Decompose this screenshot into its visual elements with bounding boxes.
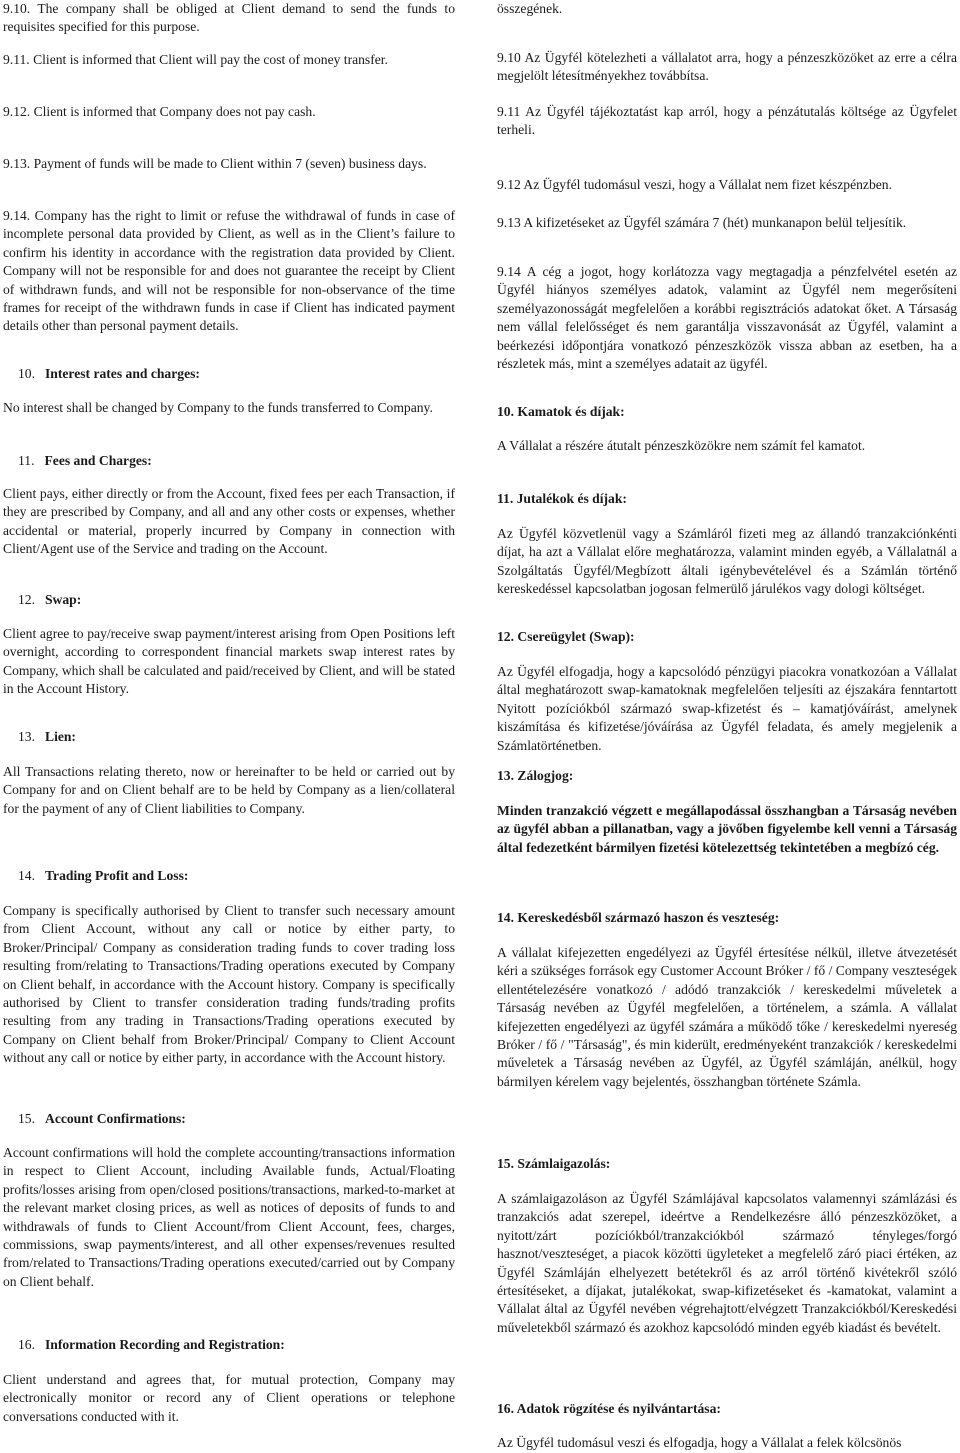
- section-15-heading-en: [18, 1110, 470, 1128]
- section-10-title: Interest rates and charges:: [45, 366, 200, 381]
- section-12-body-en: Client agree to pay/receive swap payment/interest arising from Open Positions left overnight, according to correspondent financial markets swap interest rates by Company, which shall be calculated and paid/received by Client, and will be stated in the Account History.: [3, 626, 455, 697]
- section-11-heading-hu: 11. Jutalékok és díjak:: [497, 491, 627, 506]
- section-12-body-hu: Az Ügyfél elfogadja, hogy a kapcsolódó pénzügyi piacokra vonatkozóan a Vállalat által meghatározott swap-kamatoknak megfelelően teljesíti az éjszakára fenntartott Nyitott pozíciókból származó swap-kfizetést és – kamatjóváírást, amelynek kiszámítása és kifizetése/jóváírása az Ügyfél feladata, és amely megjelenik a Számlatörténetben.: [497, 664, 957, 753]
- section-10-heading-hu: 10. Kamatok és díjak:: [497, 404, 625, 419]
- clause-9-11-en: 9.11. Client is informed that Client will pay the cost of money transfer.: [3, 52, 388, 67]
- section-16-body-hu: Az Ügyfél tudomásul veszi és elfogadja, hogy a Vállalat a felek kölcsönös: [497, 1435, 902, 1450]
- section-14-body-en: Company is specifically authorised by Client to transfer such necessary amount from Client Account, without any call or notice by either party, to Broker/Principal/ Company as consideration trading funds to cover trading loss resulting from/relating to Transactions/Trading operations executed by Company on Client behalf, in accordance with the Account history. Company is specifically authorised by Client to transfer consideration trading funds/trading profits resulting from any trading in Transactions/Trading operations executed by Company on Client behalf from Broker/Principal/ Company to Client Account without any call or notice by either party, in accordance with the Account history.: [3, 903, 455, 1066]
- section-10-body-hu: A Vállalat a részére átutalt pénzeszközökre nem számít fel kamatot.: [497, 438, 866, 453]
- section-14-heading-en: [18, 867, 470, 885]
- clause-9-10-en: 9.10. The company shall be obliged at Client demand to send the funds to requisites specified for this purpose.: [3, 1, 455, 35]
- section-16-heading-hu: 16. Adatok rögzítése és nyilvántartása:: [497, 1401, 721, 1416]
- clause-9-13-hu: 9.13 A kifizetéseket az Ügyfél számára 7 (hét) munkanapon belül teljesítik.: [497, 215, 907, 230]
- section-15-body-en: Account confirmations will hold the complete accounting/transactions information in respect to Client Account, including Available funds, Actual/Floating profits/losses arising from open/closed positions/transactions, marked-to-market at the relevant market closing prices, as well as notices of deposits of funds to and withdrawals of funds to Client Account/from Client Account, fees, charges, commissions, swap payments/interest, and all other expenses/revenues resulted from/related to Transactions/Trading operations executed/carried out by Company on Client behalf.: [3, 1145, 455, 1289]
- section-12-number: 12.: [18, 592, 35, 607]
- clause-9-12-hu: 9.12 Az Ügyfél tudomásul veszi, hogy a Vállalat nem fizet készpénzben.: [497, 177, 892, 192]
- section-13-body-hu: Minden tranzakció végzett e megállapodással összhangban a Társaság nevében az ügyfél abban a pillanatban, vagy a jövőben figyelembe kell venni a Társaság által fedezetként bármilyen fizetési kötelezettség tekintetében a megbízó cég.: [497, 803, 957, 855]
- section-13-body-en: All Transactions relating thereto, now or hereinafter to be held or carried out by Company for and on Client behalf are to be held by Company as a lien/collateral for the payment of any of Client liabilities to Company.: [3, 764, 455, 816]
- section-11-number: 11.: [18, 453, 35, 468]
- continuation-hu: összegének.: [497, 1, 563, 16]
- section-16-number: 16.: [18, 1337, 35, 1352]
- section-10-body-en: No interest shall be changed by Company to the funds transferred to Company.: [3, 400, 433, 415]
- section-14-title: Trading Profit and Loss:: [45, 868, 189, 883]
- section-12-heading-en: [18, 591, 470, 609]
- clause-9-14-en: 9.14. Company has the right to limit or refuse the withdrawal of funds in case of incomplete personal data provided by Client, as well as in the Client’s failure to confirm his identity in accordance with the registration data provided by Client. Company will not be responsible for and does not guarantee the receipt by Client of withdrawn funds, and will not be responsible for non-observance of the time frames for receipt of the withdrawn funds in case if Client has indicated payment details other than personal payment details.: [3, 208, 455, 334]
- section-11-title: Fees and Charges:: [44, 453, 152, 468]
- section-13-heading-hu: 13. Zálogjog:: [497, 768, 574, 783]
- section-13-title: Lien:: [45, 729, 76, 744]
- clause-9-11-hu: 9.11 Az Ügyfél tájékoztatást kap arról, hogy a pénzátutalás költsége az Ügyfelet terheli.: [497, 104, 957, 138]
- section-15-body-hu: A számlaigazoláson az Ügyfél Számlájával kapcsolatos valamennyi számlázási és tranzakciós adat szerepel, ideértve a Rendelkezésre álló pénzeszközöket, a nyitott/zárt pozíciókból/tranzakciókból származó tényleges/forgó hasznot/veszteséget, a piacok közötti ügyleteket a megfelelő záró piaci értéken, az Ügyfél Számláján elhelyezett betétekről és az arról történő kivétekről szóló értesítéseket, a díjakat, jutalékokat, swap-kifizetéseket és -kamatokat, valamint a Vállalat által az Ügyfél nevében végrehajtott/elvégzett Tranzakciókból/Kereskedési műveletekből származó és azokhoz kapcsolódó minden egyéb kiadást és bevételt.: [497, 1191, 957, 1335]
- section-15-title: Account Confirmations:: [45, 1111, 186, 1126]
- section-10-heading-en: [18, 365, 470, 383]
- section-14-heading-hu: 14. Kereskedésből származó haszon és veszteség:: [497, 910, 780, 925]
- section-16-heading-en: [18, 1336, 470, 1354]
- section-15-number: 15.: [18, 1111, 35, 1126]
- clause-9-10-hu: 9.10 Az Ügyfél kötelezheti a vállalatot arra, hogy a pénzeszközöket az erre a célra megjelölt létesítményekhez továbbítsa.: [497, 50, 957, 84]
- section-14-body-hu: A vállalat kifejezetten engedélyezi az Ügyfél értesítése nélkül, illetve átvezetését kéri a szükséges források egy Customer Account Bróker / fő / Company veszteségek ellentételezésére vonatkozó / adódó tranzakciók / kereskedelmi műveletek a Társaság nevében az Ügyfél megfelelően, a történelem, a számla. A vállalat kifejezetten engedélyezi az ügyfél számára a működő tőke / kereskedelmi nyereség Bróker / fő / "Társaság", és min kiderült, eredményeként tranzakciók / kereskedelmi műveletek a Társaság nevében az Ügyfél, az Ügyfél számláján, anélkül, hogy bármilyen kérelem vagy bejelentés, összhangban története Számla.: [497, 945, 957, 1089]
- section-13-heading-en: [18, 728, 470, 746]
- section-16-body-en: Client understand and agrees that, for mutual protection, Company may electronically monitor or record any of Client operations or telephone conversations conducted with it.: [3, 1372, 455, 1424]
- clause-9-12-en: 9.12. Client is informed that Company does not pay cash.: [3, 104, 316, 119]
- section-11-heading-en: [18, 452, 470, 470]
- section-13-number: 13.: [18, 729, 35, 744]
- section-11-body-hu: Az Ügyfél közvetlenül vagy a Számláról fizeti meg az állandó tranzakciónkénti díjat, ha azt a Vállalat előre meghatározza, valamint minden egyéb, a Vállalatnál a Szolgáltatás Ügyfél/Megbízott általi igénybevételével és a Számlán történő kereskedéssel kapcsolatban jogosan felmerülő járulékos vagy dologi költséget.: [497, 526, 957, 597]
- section-12-title: Swap:: [45, 592, 82, 607]
- section-15-heading-hu: 15. Számlaigazolás:: [497, 1156, 611, 1171]
- clause-9-14-hu: 9.14 A cég a jogot, hogy korlátozza vagy megtagadja a pénzfelvétel esetén az Ügyfél hiányos személyes adatok, valamint az Ügyfél nem megerősíteni személyazonosságát megfelelően a korábbi regisztrációs adatokat őket. A Társaság nem vállal felelősséget és nem garantálja visszavonását az Ügyfél, valamint a beérkezési időpontjára vonatkozó pénzeszközök vissza abban az esetben, ha a részletek más, mint a személyes adatait az ügyfél.: [497, 264, 957, 372]
- section-11-body-en: Client pays, either directly or from the Account, fixed fees per each Transaction, if they are prescribed by Company, and all and any other costs or expenses, whether accidental or material, properly incurred by Company in connection with Client/Agent use of the Service and trading on the Account.: [3, 486, 455, 557]
- section-12-heading-hu: 12. Csereügylet (Swap):: [497, 629, 635, 644]
- section-16-title: Information Recording and Registration:: [45, 1337, 285, 1352]
- section-14-number: 14.: [18, 868, 35, 883]
- section-10-number: 10.: [18, 366, 35, 381]
- clause-9-13-en: 9.13. Payment of funds will be made to Client within 7 (seven) business days.: [3, 156, 427, 171]
